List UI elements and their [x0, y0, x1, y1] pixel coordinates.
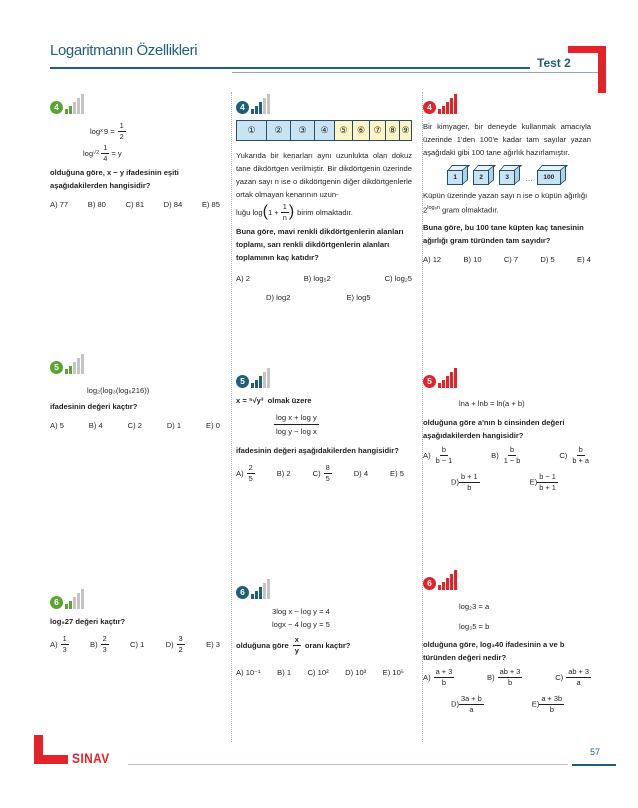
answer-options [423, 667, 591, 688]
fraction [498, 667, 523, 688]
equation-2: logx − 4 log y = 5 [272, 620, 330, 629]
difficulty-bar [65, 109, 68, 114]
option-a[interactable]: A) 2 [236, 274, 250, 283]
eq-text: 9 = [103, 126, 115, 136]
denominator: 2 [178, 645, 183, 654]
brand-logo-mark [34, 755, 68, 764]
cube-label: 3 [499, 170, 515, 185]
question-c2-5 [236, 366, 404, 484]
fraction [434, 667, 455, 688]
answer-options [50, 198, 220, 211]
option-a[interactable] [423, 445, 454, 466]
option-b[interactable]: B) 1 [277, 668, 292, 677]
expression [236, 411, 404, 438]
difficulty-bar [267, 579, 270, 599]
option-label: E) [531, 699, 540, 709]
option-d[interactable]: D) log2 [266, 293, 291, 302]
rectangle-yellow: ⑤ [335, 121, 353, 140]
paren-close: ) [288, 203, 295, 220]
option-d[interactable]: D) 1 [166, 421, 182, 430]
difficulty-bar [438, 585, 441, 590]
option-a[interactable]: A) 10⁻¹ [236, 668, 261, 677]
option-b[interactable] [491, 445, 522, 466]
option-label: D) 4 [353, 469, 369, 478]
numerator: b [578, 445, 583, 454]
answer-options [236, 272, 412, 285]
difficulty-bar [81, 354, 84, 374]
difficulty-bar [251, 594, 254, 599]
text: oranı kaçtır? [304, 641, 351, 650]
option-a[interactable]: A) 5 [50, 421, 64, 430]
difficulty-bar [263, 98, 266, 114]
question-c1-5 [50, 352, 220, 432]
answer-options [236, 463, 404, 484]
question-number: 6 [423, 577, 436, 590]
text: olduğuna göre [236, 641, 289, 650]
numerator: a + 3 [435, 667, 453, 676]
answer-options [236, 666, 404, 679]
option-a[interactable]: A) 12 [423, 254, 442, 264]
cube [473, 165, 495, 185]
numerator: b − 1 [539, 472, 556, 481]
equation-1 [50, 120, 220, 142]
option-label: A) [50, 640, 58, 649]
eq-text: = y [111, 148, 122, 158]
question-number: 5 [423, 375, 436, 388]
paren-open: ( [262, 203, 268, 220]
option-d[interactable]: D) 84 [163, 200, 183, 209]
fraction [459, 694, 484, 715]
fraction [324, 463, 332, 484]
denominator: 4 [103, 153, 108, 163]
option-label: D) [451, 477, 460, 487]
numerator: ab + 3 [568, 667, 589, 676]
difficulty-bar [73, 362, 76, 374]
numerator: b [510, 445, 515, 454]
difficulty-bar [267, 368, 270, 388]
fraction [61, 634, 69, 655]
option-c[interactable]: C) 81 [125, 200, 145, 209]
numerator: 1 [103, 142, 108, 152]
denominator: a [469, 705, 474, 714]
option-d[interactable] [451, 472, 480, 493]
question-c3-6 [423, 568, 591, 715]
given-expr: x = ⁵√y³ [236, 396, 264, 405]
question-number: 5 [50, 361, 63, 374]
difficulty-bar [77, 358, 80, 374]
denominator: 5 [325, 474, 330, 483]
option-label: E) 5 [390, 469, 404, 478]
rectangle-yellow: ⑨ [400, 121, 411, 140]
numerator: ab + 3 [499, 667, 521, 676]
difficulty-bar [263, 583, 266, 599]
option-d[interactable]: D) 5 [540, 254, 555, 264]
given-condition [236, 394, 404, 407]
numerator: b [441, 445, 446, 454]
fraction [570, 445, 591, 466]
question-c1-6 [50, 587, 220, 655]
page-number-underline [572, 764, 616, 766]
fraction [274, 411, 319, 438]
option-e[interactable]: E) log5 [346, 293, 371, 302]
option-c[interactable]: C) log₂5 [384, 274, 412, 283]
difficulty-bar [454, 368, 457, 388]
cube-label: 1 [447, 170, 463, 185]
difficulty-bar [259, 376, 262, 388]
numerator: 2 [102, 634, 107, 643]
equation-2 [50, 142, 220, 164]
question-prompt: Buna göre, mavi renkli dikdörtgenlerin alanları toplamı, sarı renkli dikdörtgenlerin alanları toplamının kaç katıdır? [236, 227, 404, 262]
question-prompt: olduğuna göre, log₃40 ifadesinin a ve b türünden değeri nedir? [423, 640, 565, 662]
option-label: C) 1 [130, 640, 145, 649]
option-e[interactable]: E) 10⁵ [382, 668, 404, 677]
option-c[interactable] [559, 445, 591, 466]
rectangle-blue: ③ [291, 121, 315, 140]
ellipsis: … [525, 174, 533, 183]
denominator: b [441, 678, 446, 687]
question-text: Bir kimyager, bir deneyde kullanmak amacıyla üzerinde 1'den 100'e kadar tam sayılar yazan aşağıdaki gibi 100 tane ağırlık hazırlamıştır. [423, 122, 591, 157]
rectangle-blue: ① [237, 121, 267, 140]
denominator: 5 [248, 474, 253, 483]
difficulty-bar [251, 109, 254, 114]
option-d[interactable] [451, 694, 484, 715]
denominator: b [467, 483, 472, 492]
option-label: D) [451, 699, 460, 709]
given-suffix: olmak üzere [267, 396, 312, 405]
fraction [293, 635, 301, 656]
difficulty-badge [50, 92, 220, 114]
header-rule-secondary [232, 72, 602, 73]
header-rule [50, 67, 530, 69]
equation-1: log₂3 = a [459, 602, 490, 611]
numerator: log x + log y [274, 411, 319, 425]
page-title: Logaritmanın Özellikleri [50, 42, 198, 59]
option-label: A) [423, 673, 431, 682]
difficulty-badge [236, 366, 404, 388]
difficulty-badge [50, 587, 220, 609]
numerator: b + 1 [461, 472, 478, 481]
numerator: a + 3b [541, 694, 563, 703]
question-text-formula [236, 201, 412, 223]
denominator: 3 [102, 645, 107, 654]
equation-1: 3log x − log y = 4 [272, 607, 330, 616]
question-number: 6 [236, 586, 249, 599]
text: luğu log [236, 207, 263, 217]
option-label: C) [555, 673, 564, 682]
text: 1 + [267, 207, 279, 217]
denominator: b + 1 [539, 483, 556, 492]
text: gram olmaktadır. [439, 205, 499, 215]
difficulty-bar [73, 597, 76, 609]
given-equation: lna + lnb = ln(a + b) [459, 398, 525, 408]
difficulty-bar [65, 604, 68, 609]
answer-options-row2 [423, 694, 591, 715]
exponent: log₈n [427, 205, 440, 211]
cube [537, 165, 567, 185]
option-label: C) [559, 451, 568, 460]
text: birim olmaktadır. [297, 207, 353, 217]
question-prompt: ifadesinin değeri aşağıdakilerden hangisidir? [236, 446, 399, 455]
denominator: log y − log x [276, 427, 317, 436]
fraction [118, 121, 126, 142]
question-number: 4 [423, 101, 436, 114]
difficulty-bar [446, 102, 449, 114]
rectangle-blue: ② [267, 121, 291, 140]
difficulty-bar [65, 369, 68, 374]
option-b[interactable]: B) 80 [87, 200, 106, 209]
option-label: A) [236, 469, 244, 478]
difficulty-bar [450, 372, 453, 388]
question-prompt: olduğuna göre a'nın b cinsinden değeri aşağıdakilerden hangisidir? [423, 418, 565, 440]
option-b[interactable] [90, 634, 109, 655]
question-prompt: ifadesinin değeri kaçtır? [50, 402, 138, 411]
difficulty-bar [251, 383, 254, 388]
option-label: A) [423, 451, 431, 460]
fraction [281, 202, 289, 223]
numerator: 2 [248, 463, 253, 472]
eq-text: log [83, 148, 94, 158]
fraction [539, 694, 564, 715]
option-b[interactable] [487, 667, 522, 688]
difficulty-badge [423, 92, 591, 114]
question-number: 5 [236, 375, 249, 388]
cube-label: 2 [473, 170, 489, 185]
answer-options [50, 419, 220, 432]
cube [447, 165, 469, 185]
difficulty-bar [81, 94, 84, 114]
difficulty-badge [423, 366, 591, 388]
cube [499, 165, 521, 185]
difficulty-bar [255, 591, 258, 599]
option-d[interactable] [166, 634, 185, 655]
question-c2-6 [236, 577, 404, 679]
option-c[interactable] [313, 463, 332, 484]
difficulty-badge [50, 352, 220, 374]
eq-sub: x [100, 127, 103, 134]
option-label: E) 3 [206, 640, 220, 649]
question-c2-4 [236, 92, 412, 304]
fraction [247, 463, 255, 484]
difficulty-bar [263, 372, 266, 388]
rectangle-blue: ④ [315, 121, 335, 140]
option-e[interactable] [530, 472, 558, 493]
corner-decoration [598, 46, 606, 93]
cubes-figure [423, 165, 591, 185]
answer-options [423, 445, 591, 466]
eq-sub: √2 [93, 149, 100, 156]
rectangle-yellow: ⑧ [386, 121, 400, 140]
denominator: 2 [119, 131, 124, 141]
denominator: a [576, 678, 581, 687]
brand-name: SINAV [72, 750, 110, 766]
difficulty-bar [69, 601, 72, 609]
fraction [177, 634, 185, 655]
option-d[interactable]: D) 10³ [345, 668, 367, 677]
difficulty-badge [236, 92, 412, 114]
option-b[interactable]: B) 10 [463, 254, 482, 264]
option-label: D) [165, 640, 174, 649]
option-e[interactable]: E) 0 [206, 421, 220, 430]
fraction [537, 472, 558, 493]
denominator: 3 [62, 645, 67, 654]
question-text: Yukarıda bir kenarları aynı uzunlukta olan dokuz tane dikdörtgen verilmiştir. Bir dikdörtgenin üzerinde yazan sayı n ise o dikdörtgenin diğer dikdörtgenlerle ortak olmayan kenarının uzun- [236, 151, 412, 199]
option-b[interactable]: B) log₅2 [303, 274, 331, 283]
rectangles-figure [236, 120, 412, 141]
difficulty-bar [69, 106, 72, 114]
option-c[interactable]: C) 10² [307, 668, 329, 677]
difficulty-bar [255, 380, 258, 388]
difficulty-bar [73, 102, 76, 114]
column-divider [231, 92, 232, 742]
option-label: B) 2 [276, 469, 291, 478]
difficulty-bar [446, 578, 449, 590]
answer-options [50, 634, 220, 655]
option-label: C) [312, 469, 321, 478]
option-b[interactable] [277, 467, 291, 480]
footer-rule [128, 764, 568, 765]
answer-options-row2 [236, 291, 412, 304]
difficulty-bar [77, 98, 80, 114]
difficulty-badge [236, 577, 404, 599]
difficulty-bar [442, 380, 445, 388]
difficulty-bar [267, 94, 270, 114]
option-label: B) [487, 673, 495, 682]
test-label: Test 2 [537, 56, 571, 70]
denominator: b [507, 678, 513, 687]
answer-options [423, 253, 591, 266]
difficulty-bar [255, 106, 258, 114]
eq-text: log [90, 126, 101, 136]
question-c1-4 [50, 92, 220, 211]
difficulty-bar [438, 109, 441, 114]
option-c[interactable]: C) 7 [503, 254, 519, 264]
cube-label: 100 [537, 170, 561, 185]
numerator: 1 [119, 120, 124, 130]
difficulty-bar [77, 593, 80, 609]
difficulty-bar [454, 570, 457, 590]
option-label: B) [491, 451, 499, 460]
page-number: 57 [590, 747, 601, 757]
numerator: 1 [282, 201, 287, 211]
option-c[interactable] [555, 667, 591, 688]
option-label: E) [529, 477, 538, 487]
difficulty-bar [454, 94, 457, 114]
difficulty-bar [259, 587, 262, 599]
numerator: 8 [325, 463, 330, 472]
difficulty-bar [81, 589, 84, 609]
option-c[interactable] [130, 638, 144, 651]
denominator: b − 1 [435, 456, 453, 465]
question-number: 4 [236, 101, 249, 114]
answer-options-row2 [423, 472, 591, 493]
question-text-2 [423, 189, 591, 217]
question-number: 4 [50, 101, 63, 114]
equation-2: log₃5 = b [459, 622, 490, 631]
difficulty-bar [442, 106, 445, 114]
denominator: 1 − b [503, 456, 521, 465]
difficulty-bar [69, 366, 72, 374]
difficulty-bar [450, 98, 453, 114]
option-d[interactable] [354, 467, 368, 480]
option-e[interactable] [390, 467, 404, 480]
fraction [434, 445, 455, 466]
denominator: n [282, 212, 287, 222]
numerator: 1 [62, 634, 67, 643]
fraction [502, 445, 523, 466]
difficulty-bar [450, 574, 453, 590]
difficulty-bar [446, 376, 449, 388]
option-a[interactable] [236, 463, 255, 484]
question-prompt: log₉27 değeri kaçtır? [50, 617, 126, 626]
fraction [101, 143, 109, 164]
rectangle-yellow: ⑦ [370, 121, 386, 140]
question-number: 6 [50, 596, 63, 609]
option-e[interactable] [532, 694, 564, 715]
option-a[interactable] [50, 634, 69, 655]
fraction [101, 634, 109, 655]
question-prompt [236, 635, 404, 656]
fraction [459, 472, 480, 493]
difficulty-badge [423, 568, 591, 590]
denominator: b + a [572, 456, 589, 465]
numerator: 3 [178, 634, 183, 643]
option-a[interactable]: A) 77 [50, 200, 69, 209]
question-c3-4 [423, 92, 591, 266]
option-a[interactable] [423, 667, 454, 688]
option-c[interactable]: C) 2 [127, 421, 142, 430]
difficulty-bar [442, 582, 445, 590]
difficulty-bar [438, 383, 441, 388]
option-e[interactable]: E) 4 [577, 254, 591, 264]
text: Küpün üzerinde yazan sayı n ise o küpün ağırlığı 2 [423, 191, 588, 215]
numerator: 3a + b [461, 694, 482, 703]
denominator: y [294, 646, 299, 655]
denominator: b [549, 705, 554, 714]
option-e[interactable]: E) 85 [201, 200, 220, 209]
numerator: x [294, 635, 299, 644]
option-b[interactable]: B) 4 [88, 421, 103, 430]
option-label: B) [90, 640, 98, 649]
question-prompt: olduğuna göre, x − y ifadesinin eşiti aşağıdakilerden hangisidir? [50, 168, 179, 190]
expression: log₂(log₃(log₆216)) [87, 385, 150, 395]
question-prompt: Buna göre, bu 100 tane küpten kaç tanesinin ağırlığı gram türünden tam sayıdır? [423, 222, 584, 245]
rectangle-yellow: ⑥ [353, 121, 370, 140]
question-c3-5 [423, 366, 591, 493]
option-e[interactable] [206, 638, 220, 651]
fraction [566, 667, 591, 688]
difficulty-bar [259, 102, 262, 114]
